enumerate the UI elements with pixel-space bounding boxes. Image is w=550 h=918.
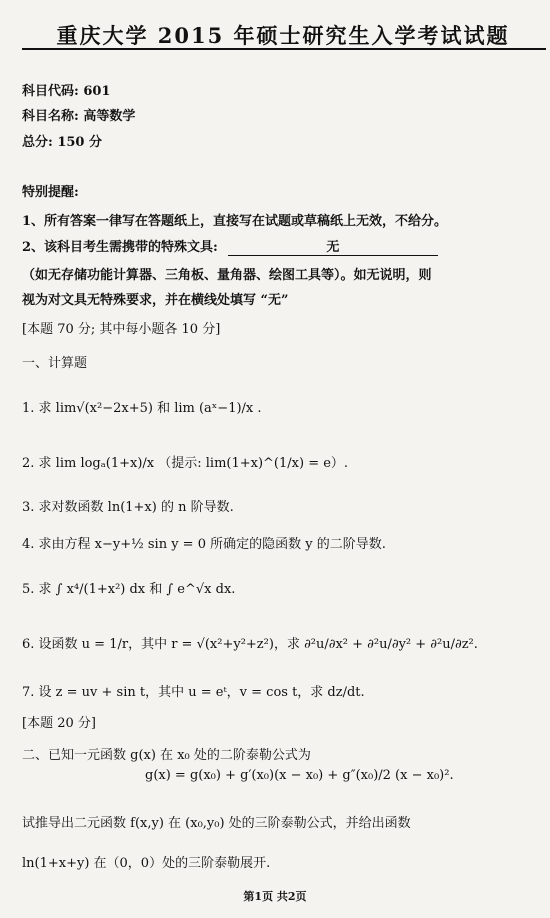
section1-score: [本题 70 分; 其中每小题各 10 分] xyxy=(22,322,221,337)
question-7: 7. 设 z = uv + sin t，其中 u = eᵗ，v = cos t，求 dz/dt. xyxy=(22,685,365,700)
question-6: 6. 设函数 u = 1/r，其中 r = √(x²+y²+z²)，求 ∂²u/∂x² + ∂²u/∂y² + ∂²u/∂z². xyxy=(22,637,478,652)
notice-heading: 特别提醒: xyxy=(22,185,79,200)
section2-line-2: 试推导出二元函数 f(x,y) 在 (x₀,y₀) 处的三阶泰勒公式，并给出函数 xyxy=(22,816,411,831)
section2-intro: 二、已知一元函数 g(x) 在 x₀ 处的二阶泰勒公式为 xyxy=(22,748,311,763)
notice-item-2-text: 2、该科目考生需携带的特殊文具: xyxy=(22,240,218,255)
exam-title: 重庆大学 2015 年硕士研究生入学考试试题 xyxy=(56,23,510,48)
section2-line-3: ln(1+x+y) 在（0，0）处的三阶泰勒展开. xyxy=(22,856,271,871)
question-3: 3. 求对数函数 ln(1+x) 的 n 阶导数. xyxy=(22,500,234,515)
question-4: 4. 求由方程 x−y+½ sin y = 0 所确定的隐函数 y 的二阶导数. xyxy=(22,537,386,552)
stationery-blank: 无 xyxy=(228,241,438,256)
taylor-formula: g(x) = g(x₀) + g′(x₀)(x − x₀) + g″(x₀)/2 (x − x₀)². xyxy=(145,768,454,783)
section1-heading: 一、计算题 xyxy=(22,356,88,371)
question-5: 5. 求 ∫ x⁴/(1+x²) dx 和 ∫ e^√x dx. xyxy=(22,582,236,597)
notice-item-3a: （如无存储功能计算器、三角板、量角器、绘图工具等）。如无说明，则 xyxy=(22,268,432,283)
notice-item-2 xyxy=(22,236,438,256)
section2-score: [本题 20 分] xyxy=(22,716,96,731)
question-1: 1. 求 lim√(x²−2x+5) 和 lim (aˣ−1)/x . xyxy=(22,401,262,416)
title-underline xyxy=(22,48,546,50)
subject-code: 科目代码: 601 xyxy=(22,84,111,99)
subject-name: 科目名称: 高等数学 xyxy=(22,109,136,124)
total-score: 总分: 150 分 xyxy=(22,135,102,150)
notice-item-3b: 视为对文具无特殊要求，并在横线处填写 “无” xyxy=(22,293,289,308)
page-number: 第1页 共2页 xyxy=(243,890,307,903)
question-2: 2. 求 lim logₐ(1+x)/x （提示: lim(1+x)^(1/x) = e）. xyxy=(22,456,349,471)
notice-item-1: 1、所有答案一律写在答题纸上，直接写在试题或草稿纸上无效，不给分。 xyxy=(22,214,448,229)
